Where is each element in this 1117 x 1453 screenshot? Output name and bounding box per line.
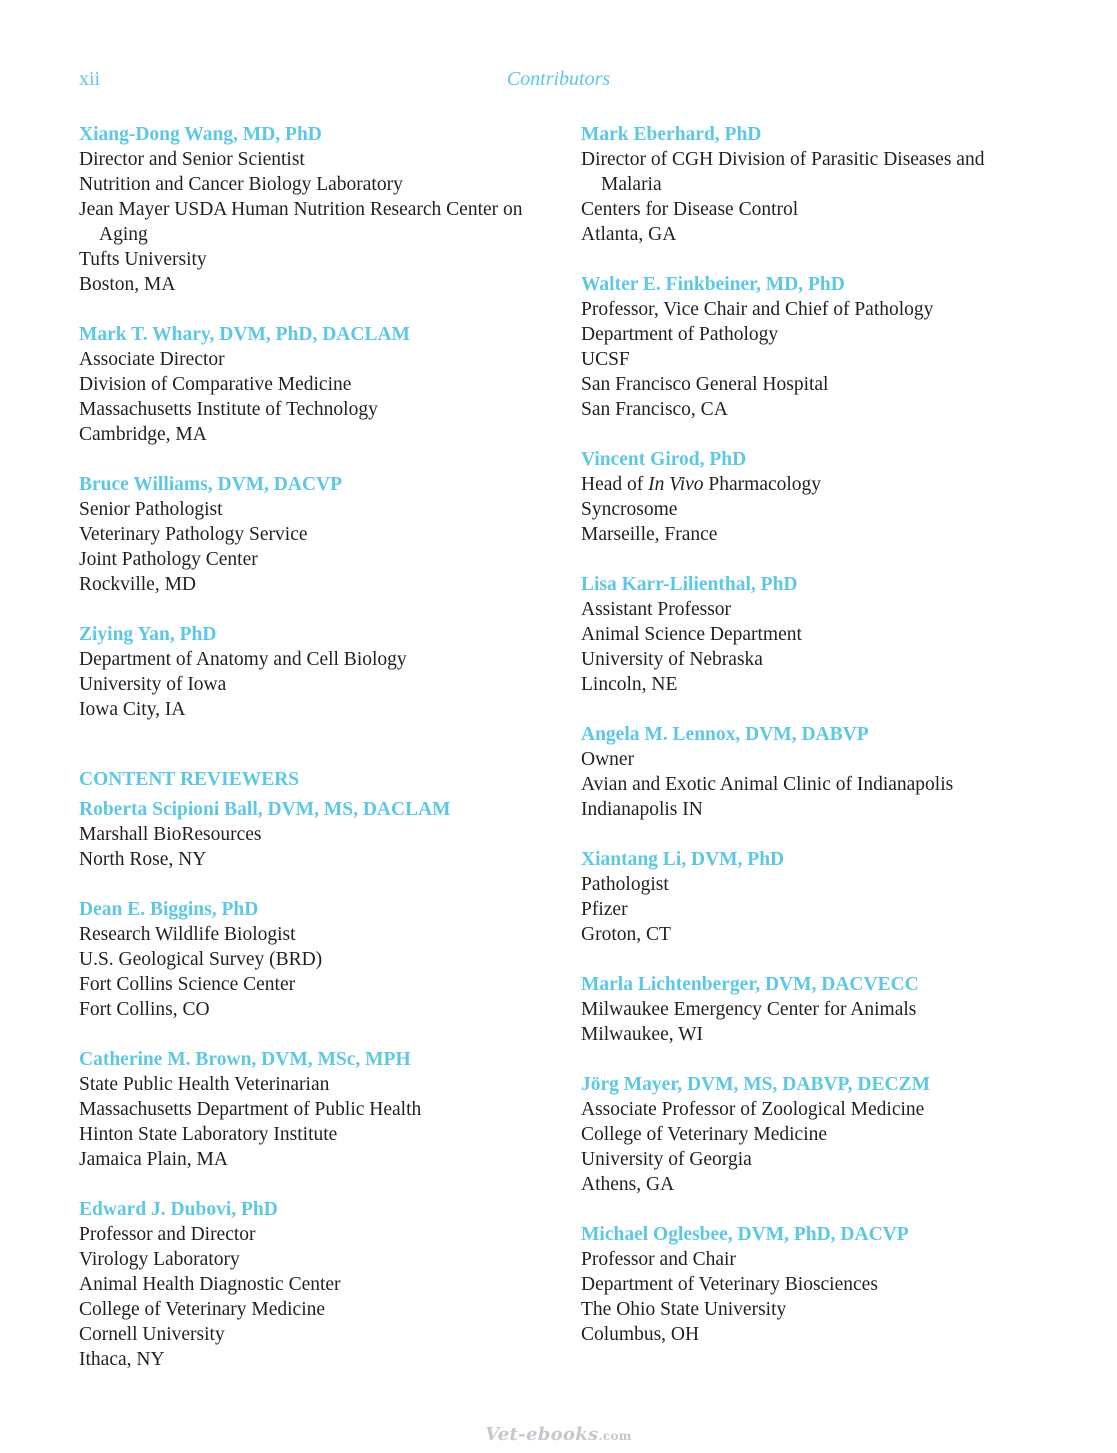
- affiliation-line: Associate Director: [79, 349, 225, 370]
- contributor-entry: [581, 972, 1021, 1047]
- affiliation-line: Tufts University: [79, 249, 207, 270]
- contributor-name: Edward J. Dubovi, PhD: [79, 1199, 278, 1220]
- reviewer-list-right: [581, 122, 1021, 1347]
- contributor-entry: [581, 572, 1021, 697]
- affiliation-line: Pathologist: [581, 874, 669, 895]
- affiliation-line: Fort Collins, CO: [79, 999, 210, 1020]
- affiliation-line: Jean Mayer USDA Human Nutrition Research Center on Aging: [79, 199, 523, 245]
- affiliation-line: Rockville, MD: [79, 574, 196, 595]
- affiliation-line: Animal Health Diagnostic Center: [79, 1274, 341, 1295]
- affiliation-line: University of Georgia: [581, 1149, 752, 1170]
- contributor-name: Lisa Karr-Lilienthal, PhD: [581, 574, 798, 595]
- affiliation-line: Massachusetts Department of Public Health: [79, 1099, 422, 1120]
- affiliation-line: Joint Pathology Center: [79, 549, 258, 570]
- affiliation-line: College of Veterinary Medicine: [581, 1124, 828, 1145]
- affiliation-line: Head of In Vivo Pharmacology: [581, 474, 822, 495]
- contributor-entry: [581, 847, 1021, 947]
- affiliation-line: State Public Health Veterinarian: [79, 1074, 330, 1095]
- affiliation-line: Milwaukee, WI: [581, 1024, 704, 1045]
- affiliation-line: San Francisco, CA: [581, 399, 728, 420]
- contributor-name: Walter E. Finkbeiner, MD, PhD: [581, 274, 845, 295]
- left-column: [79, 122, 549, 1397]
- contributor-name: Mark T. Whary, DVM, PhD, DACLAM: [79, 324, 410, 345]
- affiliation-line: Jamaica Plain, MA: [79, 1149, 228, 1170]
- affiliation-line: Massachusetts Institute of Technology: [79, 399, 378, 420]
- contributor-entry: [581, 447, 1021, 547]
- contributor-name: Mark Eberhard, PhD: [581, 124, 762, 145]
- contributor-name: Xiang-Dong Wang, MD, PhD: [79, 124, 322, 145]
- running-title: Contributors: [506, 68, 611, 90]
- affiliation-line: Cambridge, MA: [79, 424, 207, 445]
- page-number: xii: [79, 68, 101, 90]
- affiliation-line: Boston, MA: [79, 274, 176, 295]
- contributor-name: Ziying Yan, PhD: [79, 624, 217, 645]
- affiliation-line: U.S. Geological Survey (BRD): [79, 949, 323, 970]
- affiliation-line: Columbus, OH: [581, 1324, 700, 1345]
- affiliation-line: Groton, CT: [581, 924, 671, 945]
- affiliation-line: Athens, GA: [581, 1174, 675, 1195]
- affiliation-line: Professor and Director: [79, 1224, 256, 1245]
- affiliation-line: Owner: [581, 749, 635, 770]
- contributor-name: Catherine M. Brown, DVM, MSc, MPH: [79, 1049, 411, 1070]
- affiliation-line: Syncrosome: [581, 499, 678, 520]
- contributor-entry: [79, 1197, 549, 1372]
- affiliation-line: Marseille, France: [581, 524, 718, 545]
- affiliation-line: Research Wildlife Biologist: [79, 924, 296, 945]
- affiliation-line: Associate Professor of Zoological Medicine: [581, 1099, 925, 1120]
- affiliation-line: Lincoln, NE: [581, 674, 678, 695]
- contributor-entry: [581, 272, 1021, 422]
- affiliation-line: Iowa City, IA: [79, 699, 186, 720]
- contributor-name: Bruce Williams, DVM, DACVP: [79, 474, 343, 495]
- contributor-list: [79, 122, 549, 722]
- contributor-entry: [581, 1222, 1021, 1347]
- affiliation-line: Ithaca, NY: [79, 1349, 165, 1370]
- contributor-name: Angela M. Lennox, DVM, DABVP: [581, 724, 869, 745]
- contributor-entry: [79, 472, 549, 597]
- affiliation-line: Virology Laboratory: [79, 1249, 240, 1270]
- affiliation-line: Division of Comparative Medicine: [79, 374, 352, 395]
- affiliation-line: Pfizer: [581, 899, 628, 920]
- affiliation-line: Senior Pathologist: [79, 499, 223, 520]
- contributor-entry: [581, 122, 1021, 247]
- affiliation-line: Cornell University: [79, 1324, 225, 1345]
- watermark-domain: .com: [598, 1429, 632, 1443]
- affiliation-line: Indianapolis IN: [581, 799, 703, 820]
- affiliation-line: Department of Pathology: [581, 324, 779, 345]
- affiliation-line: The Ohio State University: [581, 1299, 787, 1320]
- section-heading-content-reviewers: CONTENT REVIEWERS: [79, 769, 300, 790]
- affiliation-line: Department of Veterinary Biosciences: [581, 1274, 878, 1295]
- affiliation-line: North Rose, NY: [79, 849, 207, 870]
- affiliation-line: College of Veterinary Medicine: [79, 1299, 326, 1320]
- contributor-entry: [79, 622, 549, 722]
- affiliation-line: University of Iowa: [79, 674, 227, 695]
- contributor-entry: [79, 322, 549, 447]
- affiliation-line: Assistant Professor: [581, 599, 732, 620]
- affiliation-line: Department of Anatomy and Cell Biology: [79, 649, 407, 670]
- watermark-text: Vet-ebooks: [485, 1424, 599, 1445]
- contributor-entry: [79, 122, 549, 297]
- contributor-name: Roberta Scipioni Ball, DVM, MS, DACLAM: [79, 799, 451, 820]
- affiliation-line: San Francisco General Hospital: [581, 374, 829, 395]
- right-column: [581, 122, 1021, 1372]
- contributor-name: Marla Lichtenberger, DVM, DACVECC: [581, 974, 919, 995]
- contributor-name: Jörg Mayer, DVM, MS, DABVP, DECZM: [581, 1074, 930, 1095]
- contributor-name: Michael Oglesbee, DVM, PhD, DACVP: [581, 1224, 909, 1245]
- affiliation-line: Milwaukee Emergency Center for Animals: [581, 999, 917, 1020]
- contributor-entry: [79, 897, 549, 1022]
- contributor-entry: [79, 1047, 549, 1172]
- affiliation-line: Professor and Chair: [581, 1249, 736, 1270]
- affiliation-line: Nutrition and Cancer Biology Laboratory: [79, 174, 403, 195]
- affiliation-line: Hinton State Laboratory Institute: [79, 1124, 338, 1145]
- contributor-name: Xiantang Li, DVM, PhD: [581, 849, 785, 870]
- affiliation-line: UCSF: [581, 349, 630, 370]
- affiliation-line: Centers for Disease Control: [581, 199, 799, 220]
- contributor-entry: [581, 1072, 1021, 1197]
- affiliation-line: Avian and Exotic Animal Clinic of Indianapolis: [581, 774, 954, 795]
- watermark-logo: [0, 1424, 1117, 1445]
- contributor-entry: [581, 722, 1021, 822]
- contributor-entry: [79, 797, 549, 872]
- contributor-name: Vincent Girod, PhD: [581, 449, 747, 470]
- affiliation-line: Fort Collins Science Center: [79, 974, 296, 995]
- affiliation-line: Atlanta, GA: [581, 224, 677, 245]
- affiliation-line: Director and Senior Scientist: [79, 149, 305, 170]
- affiliation-line: Marshall BioResources: [79, 824, 262, 845]
- affiliation-line: Professor, Vice Chair and Chief of Pathology: [581, 299, 934, 320]
- reviewer-list-left: [79, 797, 549, 1372]
- affiliation-line: Director of CGH Division of Parasitic Diseases and Malaria: [581, 149, 985, 195]
- affiliation-line: University of Nebraska: [581, 649, 763, 670]
- contributor-name: Dean E. Biggins, PhD: [79, 899, 259, 920]
- affiliation-line: Veterinary Pathology Service: [79, 524, 308, 545]
- affiliation-line: Animal Science Department: [581, 624, 802, 645]
